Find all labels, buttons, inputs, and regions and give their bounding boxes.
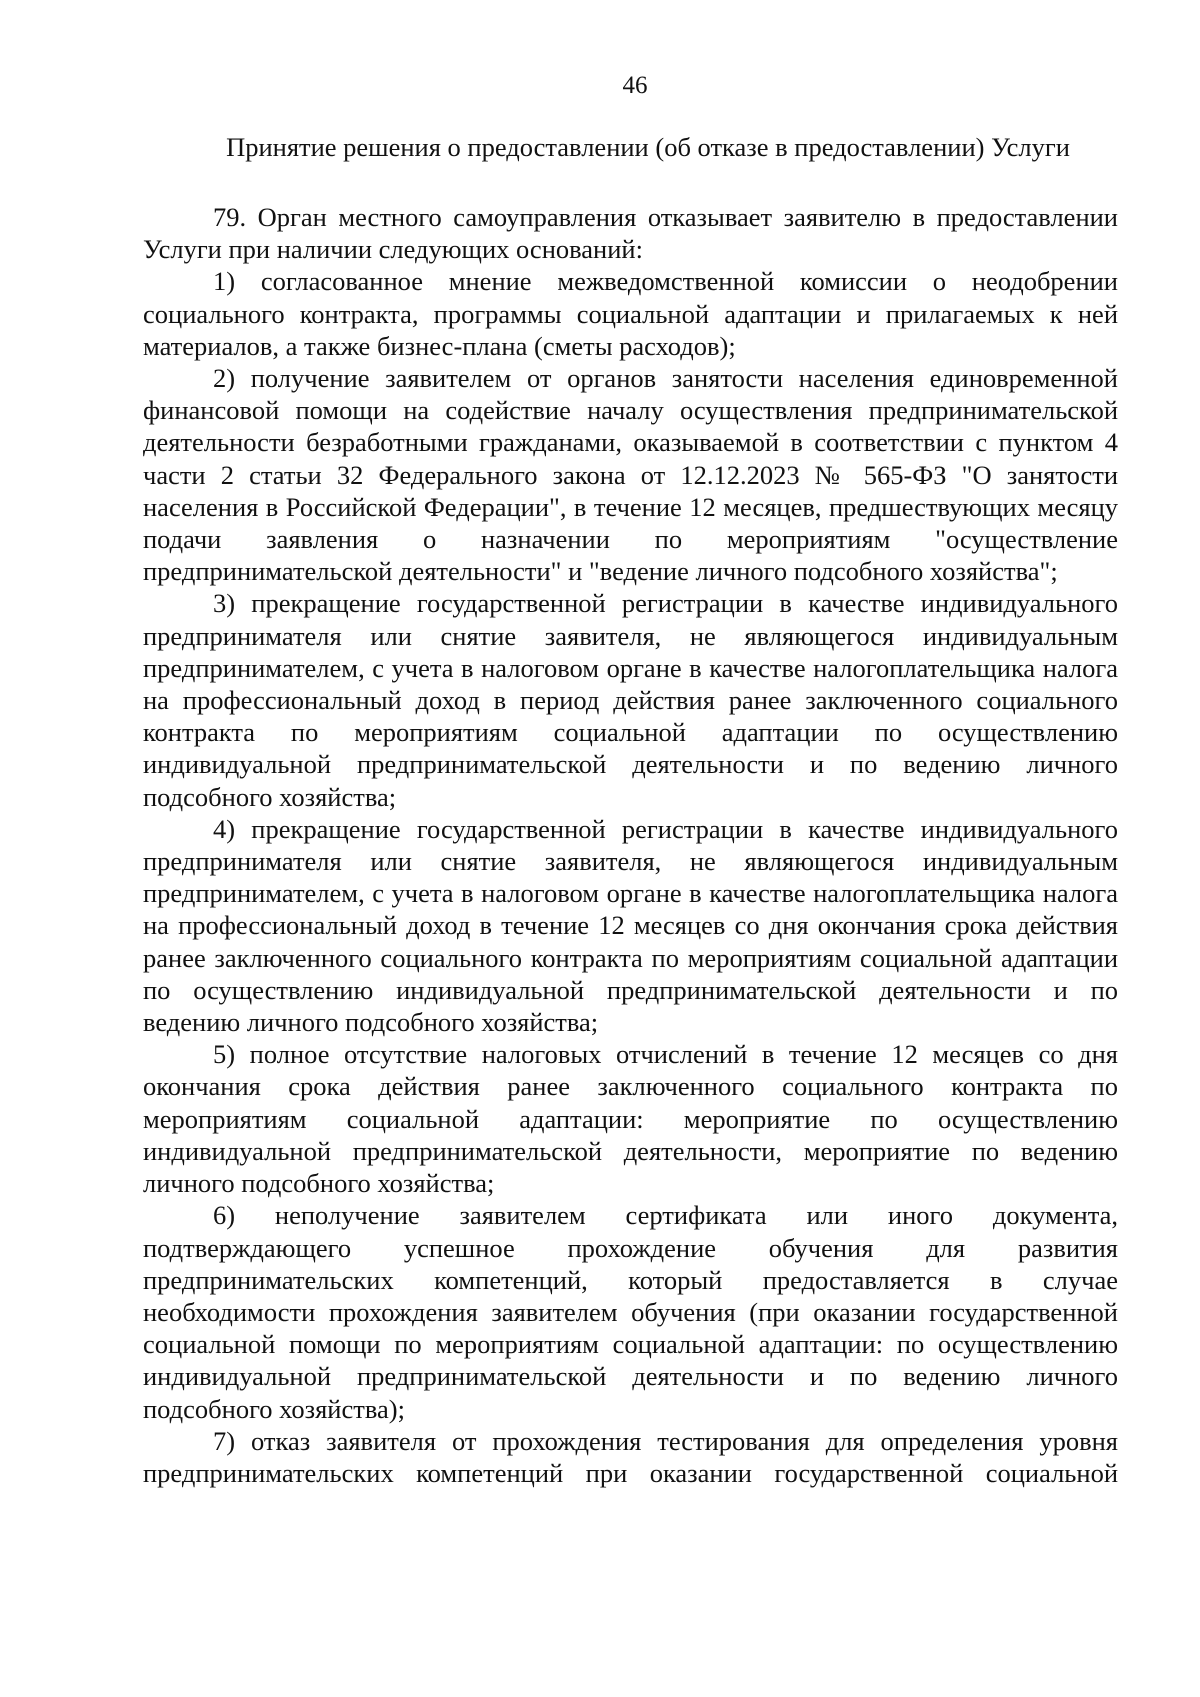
paragraph-item-7: 7) отказ заявителя от прохождения тестирования для определения уровня предпринимательских компетенций при оказании государственной социальной [143,1425,1118,1488]
paragraph-item-6: 6) неполучение заявителем сертификата или иного документа, подтверждающего успешное прохождение обучения для развития предпринимательских компетенций, который предоставляется в случае необходимости прохождения заявителем обучения (при оказании государственной социальной помощи по мероприятиям социальной адаптации: по осуществлению индивидуальной предпринимательской деятельности и по ведению личного подсобного хозяйства); [143,1200,1118,1424]
paragraph-item-3: 3) прекращение государственной регистрации в качестве индивидуального предпринимателя или снятие заявителя, не являющегося индивидуальным предпринимателем, с учета в налоговом органе в качестве налогоплательщика налога на профессиональный доход в период действия ранее заключенного социального контракта по мероприятиям социальной адаптации по осуществлению индивидуальной предпринимательской деятельности и по ведению личного подсобного хозяйства; [143,588,1118,812]
paragraph-79: 79. Орган местного самоуправления отказывает заявителю в предоставлении Услуги при наличии следующих оснований: [143,202,1118,265]
paragraph-item-1: 1) согласованное мнение межведомственной комиссии о неодобрении социального контракта, программы социальной адаптации и прилагаемых к ней материалов, а также бизнес-плана (сметы расходов); [143,266,1118,361]
page-number: 46 [622,72,648,99]
paragraph-item-2: 2) получение заявителем от органов занятости населения единовременной финансовой помощи на содействие началу осуществления предпринимательской деятельности безработными гражданами, оказываемой в соответствии с пунктом 4 части 2 статьи 32 Федерального закона от 12.12.2023 № 565-ФЗ "О занятости населения в Российской Федерации", в течение 12 месяцев, предшествующих месяцу подачи заявления о назначении по мероприятиям "осуществление предпринимательской деятельности" и "ведение личного подсобного хозяйства"; [143,363,1118,587]
paragraph-item-4: 4) прекращение государственной регистрации в качестве индивидуального предпринимателя или снятие заявителя, не являющегося индивидуальным предпринимателем, с учета в налоговом органе в качестве налогоплательщика налога на профессиональный доход в течение 12 месяцев со дня окончания срока действия ранее заключенного социального контракта по мероприятиям социальной адаптации по осуществлению индивидуальной предпринимательской деятельности и по ведению личного подсобного хозяйства; [143,813,1118,1038]
document-body [143,201,1118,1489]
paragraph-item-5: 5) полное отсутствие налоговых отчислений в течение 12 месяцев со дня окончания срока действия ранее заключенного социального контракта по мероприятиям социальной адаптации: мероприятие по осуществлению индивидуальной предпринимательской деятельности, мероприятие по ведению личного подсобного хозяйства; [143,1039,1118,1199]
section-title: Принятие решения о предоставлении (об отказе в предоставлении) Услуги [226,132,1070,162]
